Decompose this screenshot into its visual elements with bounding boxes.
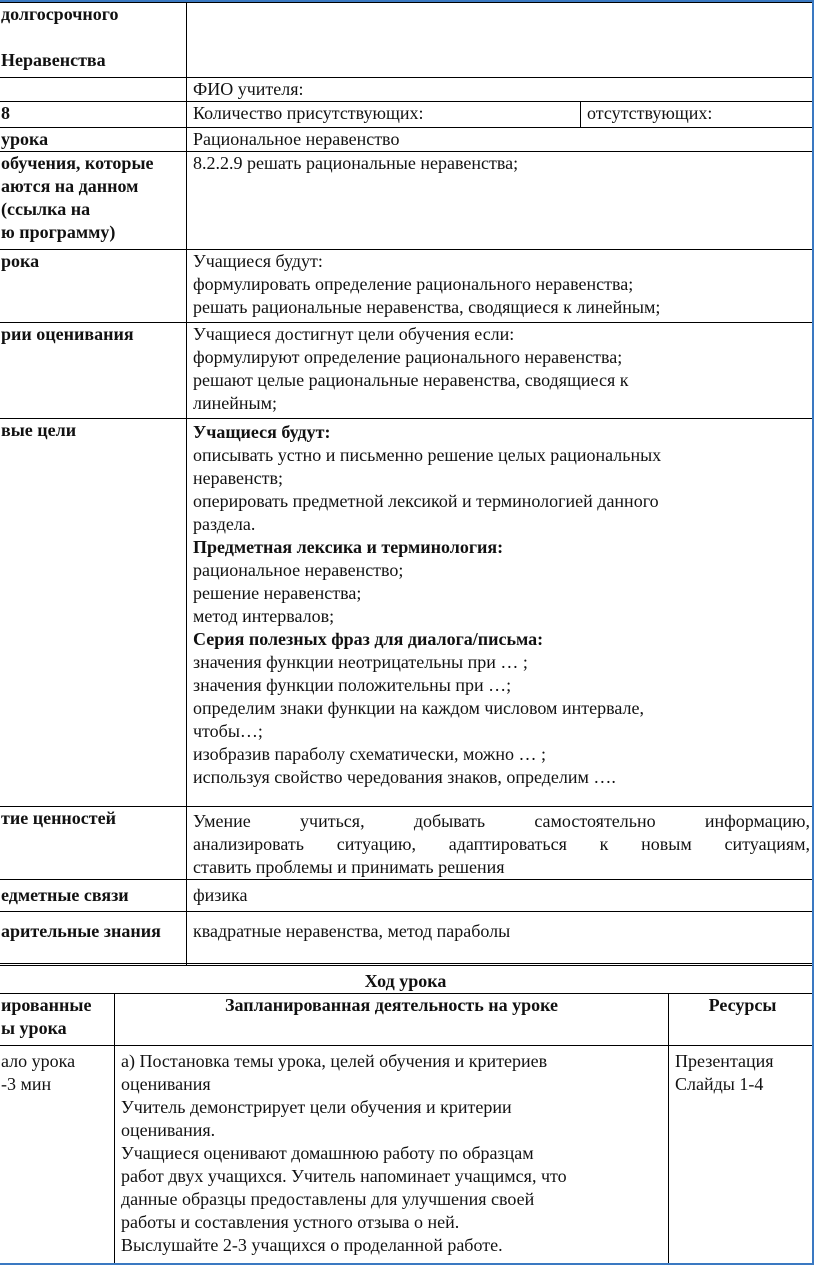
objectives-value: 8.2.2.9 решать рациональные неравенства; — [187, 152, 815, 250]
activity-header: Запланированная деятельность на уроке — [115, 994, 669, 1046]
lesson-aims-label: рока — [0, 250, 187, 323]
plan-title-row — [0, 964, 814, 994]
objectives-label: обучения, которые аются на данном (ссылка на ю программу) — [0, 152, 187, 250]
teacher-name: ФИО учителя: — [187, 78, 815, 102]
values-value: Умение учиться, добывать самостоятельно информацию, анализировать ситуацию, адаптироваться к новым ситуациям, ставить проблемы и принимать решения — [187, 807, 815, 880]
row-criteria — [0, 323, 814, 419]
present-count: Количество присутствующих: — [187, 102, 581, 128]
term-label: долгосрочного Неравенства — [0, 3, 187, 78]
criteria-label: рии оценивания — [0, 323, 187, 419]
lesson-info-table — [0, 2, 814, 966]
stage-cell: ало урока -3 мин — [0, 1046, 115, 1266]
row-topic — [0, 128, 814, 152]
row-prior-knowledge — [0, 912, 814, 966]
term-value — [187, 3, 815, 78]
topic-label: урока — [0, 128, 187, 152]
absent-count: отсутствующих: — [581, 102, 815, 128]
criteria-value: Учащиеся достигнут цели обучения если: формулируют определение рационального неравенства; решают целые рациональные неравенства, сводящиеся к линейным; — [187, 323, 815, 419]
row-grade — [0, 102, 814, 128]
row-objectives — [0, 152, 814, 250]
resources-cell: Презентация Слайды 1-4 — [669, 1046, 815, 1266]
plan-row-1 — [0, 1046, 814, 1266]
teacher-label — [0, 78, 187, 102]
cross-label: едметные связи — [0, 880, 187, 912]
lesson-aims-value: Учащиеся будут: формулировать определение рационального неравенства; решать рациональные неравенства, сводящиеся к линейным; — [187, 250, 815, 323]
plan-title: Ход урока — [0, 964, 814, 994]
row-teacher — [0, 78, 814, 102]
activity-cell: а) Постановка темы урока, целей обучения и критериев оценивания Учитель демонстрирует цели обучения и критерии оценивания. Учащиеся оценивают домашнюю работу по образцам работ двух учащихся. Учитель напоминает учащимся, что данные образцы предоставлены для улучшения своей работы и составления устного отзыва о ней. Выслушайте 2-3 учащихся о проделанной работе. — [115, 1046, 669, 1266]
stage-header: ированные ы урока — [0, 994, 115, 1046]
row-lesson-aims — [0, 250, 814, 323]
row-language-objectives — [0, 419, 814, 807]
language-label: вые цели — [0, 419, 187, 807]
resources-header: Ресурсы — [669, 994, 815, 1046]
prior-label: арительные знания — [0, 912, 187, 966]
values-label: тие ценностей — [0, 807, 187, 880]
row-cross-curricular — [0, 880, 814, 912]
row-term — [0, 3, 814, 78]
grade-label: 8 — [0, 102, 187, 128]
prior-value: квадратные неравенства, метод параболы — [187, 912, 815, 966]
language-value: Учащиеся будут: описывать устно и письменно решение целых рациональных неравенств; оперировать предметной лексикой и терминологией данного раздела. Предметная лексика и терминология: рациональное неравенство; решение неравенства; метод интервалов; Серия полезных фраз для диалога/письма: значения функции неотрицательны при … ; значения функции положительны при …; определим знаки функции на каждом числовом интервале, чтобы…; изобразив параболу схематически, можно … ; используя свойство чередования знаков, определим …. — [187, 419, 815, 807]
topic-value: Рациональное неравенство — [187, 128, 815, 152]
lesson-plan-table — [0, 963, 814, 1265]
plan-header-row — [0, 994, 814, 1046]
row-values — [0, 807, 814, 880]
cross-value: физика — [187, 880, 815, 912]
